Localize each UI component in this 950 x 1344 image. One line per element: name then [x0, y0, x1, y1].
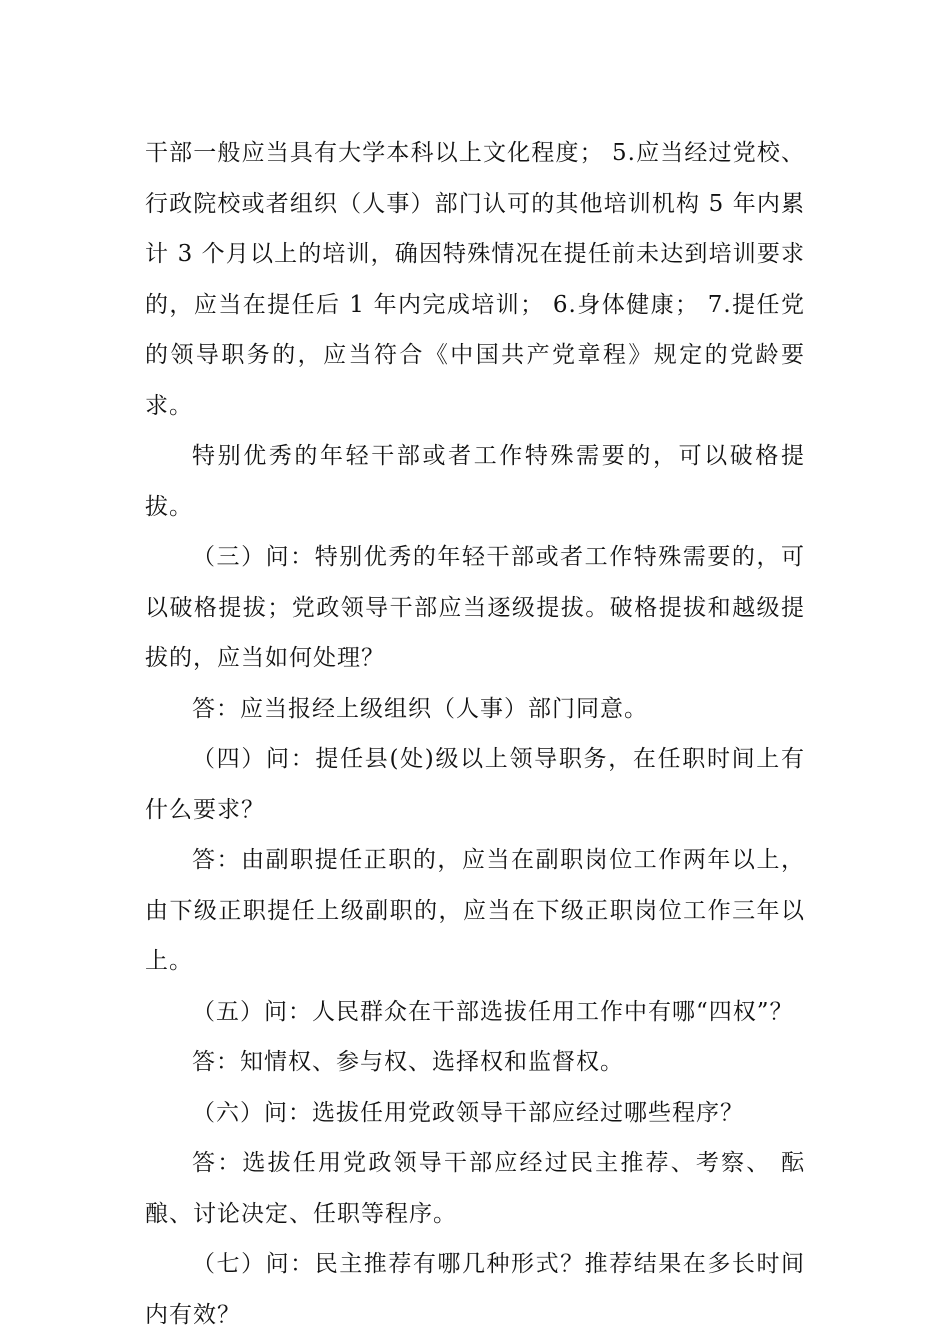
paragraph-education-training: 干部一般应当具有大学本科以上文化程度； 5.应当经过党校、行政院校或者组织（人事）部门认可的其他培训机构 5 年内累计 3 个月以上的培训，确因特殊情况在提任前未达到培训要求的，应当在提任后 1 年内完成培训； 6.身体健康； 7.提任党的领导职务的，应当符合《中国共产党章程》规定的党龄要求。: [145, 140, 805, 419]
answer-5: 答：知情权、参与权、选择权和监督权。: [192, 1049, 624, 1075]
question-7: （七）问：民主推荐有哪几种形式？推荐结果在多长时间内有效？: [145, 1251, 805, 1328]
paragraph-exceptional-promotion: 特别优秀的年轻干部或者工作特殊需要的，可以破格提拔。: [145, 443, 805, 520]
question-4: （四）问：提任县(处)级以上领导职务，在任职时间上有什么要求？: [145, 746, 805, 823]
question-6: （六）问：选拔任用党政领导干部应经过哪些程序？: [192, 1099, 744, 1126]
question-5: （五）问：人民群众在干部选拔任用工作中有哪“四权”？: [192, 998, 794, 1025]
document-page: [145, 128, 805, 1340]
question-3: （三）问：特别优秀的年轻干部或者工作特殊需要的，可以破格提拔；党政领导干部应当逐级提拔。破格提拔和越级提拔的，应当如何处理？: [145, 544, 805, 671]
answer-3: 答：应当报经上级组织（人事）部门同意。: [192, 695, 648, 722]
answer-6: 答：选拔任用党政领导干部应经过民主推荐、考察、 酝酿、讨论决定、任职等程序。: [145, 1150, 805, 1227]
answer-4: 答：由副职提任正职的，应当在副职岗位工作两年以上，由下级正职提任上级副职的，应当在下级正职岗位工作三年以上。: [145, 847, 805, 974]
